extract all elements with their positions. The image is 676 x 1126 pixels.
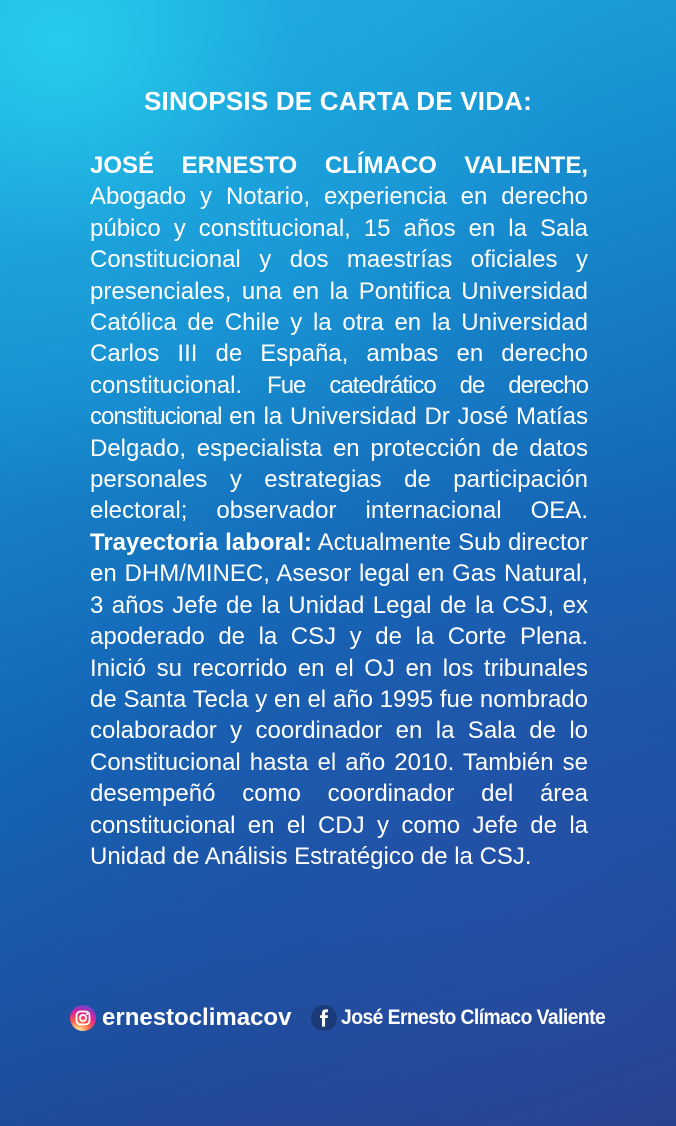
facebook-link[interactable] xyxy=(311,1005,628,1031)
social-footer xyxy=(70,1000,630,1036)
instagram-link[interactable] xyxy=(70,1004,291,1032)
bio-teaching-rest: en la Universidad Dr José Matías Delgado, especialista en protección de datos personales y estrategias de participación electoral; observador internacional OEA. xyxy=(90,403,588,525)
bio-teaching-lead: Fue catedrático de derecho constitucional xyxy=(90,371,588,431)
career-heading: Trayectoria laboral: xyxy=(90,528,312,556)
instagram-icon xyxy=(70,1005,96,1031)
instagram-handle: ernestoclimacov xyxy=(102,1004,292,1031)
person-name: JOSÉ ERNESTO CLÍMACO VALIENTE, xyxy=(90,152,588,179)
career-text: Actualmente Sub director en DHM/MINEC, Asesor legal en Gas Natural, 3 años Jefe de la Unidad Legal de la CSJ, ex apoderado de la CSJ y de la Corte Plena. Inició su recorrido en el OJ en los tribunales de Santa Tecla y en el año 1995 fue nombrado colaborador y coordinador en la Sala de lo Constitucional hasta el año 2010. También se desempeñó como coordinador del área constitucional en el CDJ y como Jefe de la Unidad de Análisis Estratégico de la CSJ. xyxy=(90,528,588,870)
facebook-icon xyxy=(311,1005,337,1031)
page-title: SINOPSIS DE CARTA DE VIDA: xyxy=(143,86,532,116)
facebook-name: José Ernesto Clímaco Valiente xyxy=(341,1006,606,1029)
bio-paragraph xyxy=(90,150,588,872)
bio-intro: Abogado y Notario, experiencia en derecho púbico y constitucional, 15 años en la Sala Constitucional y dos maestrías oficiales y presenciales, una en la Pontifica Universidad Católica de Chile y la otra en la Universidad Carlos III de España, ambas en derecho constitucional. xyxy=(90,183,588,399)
